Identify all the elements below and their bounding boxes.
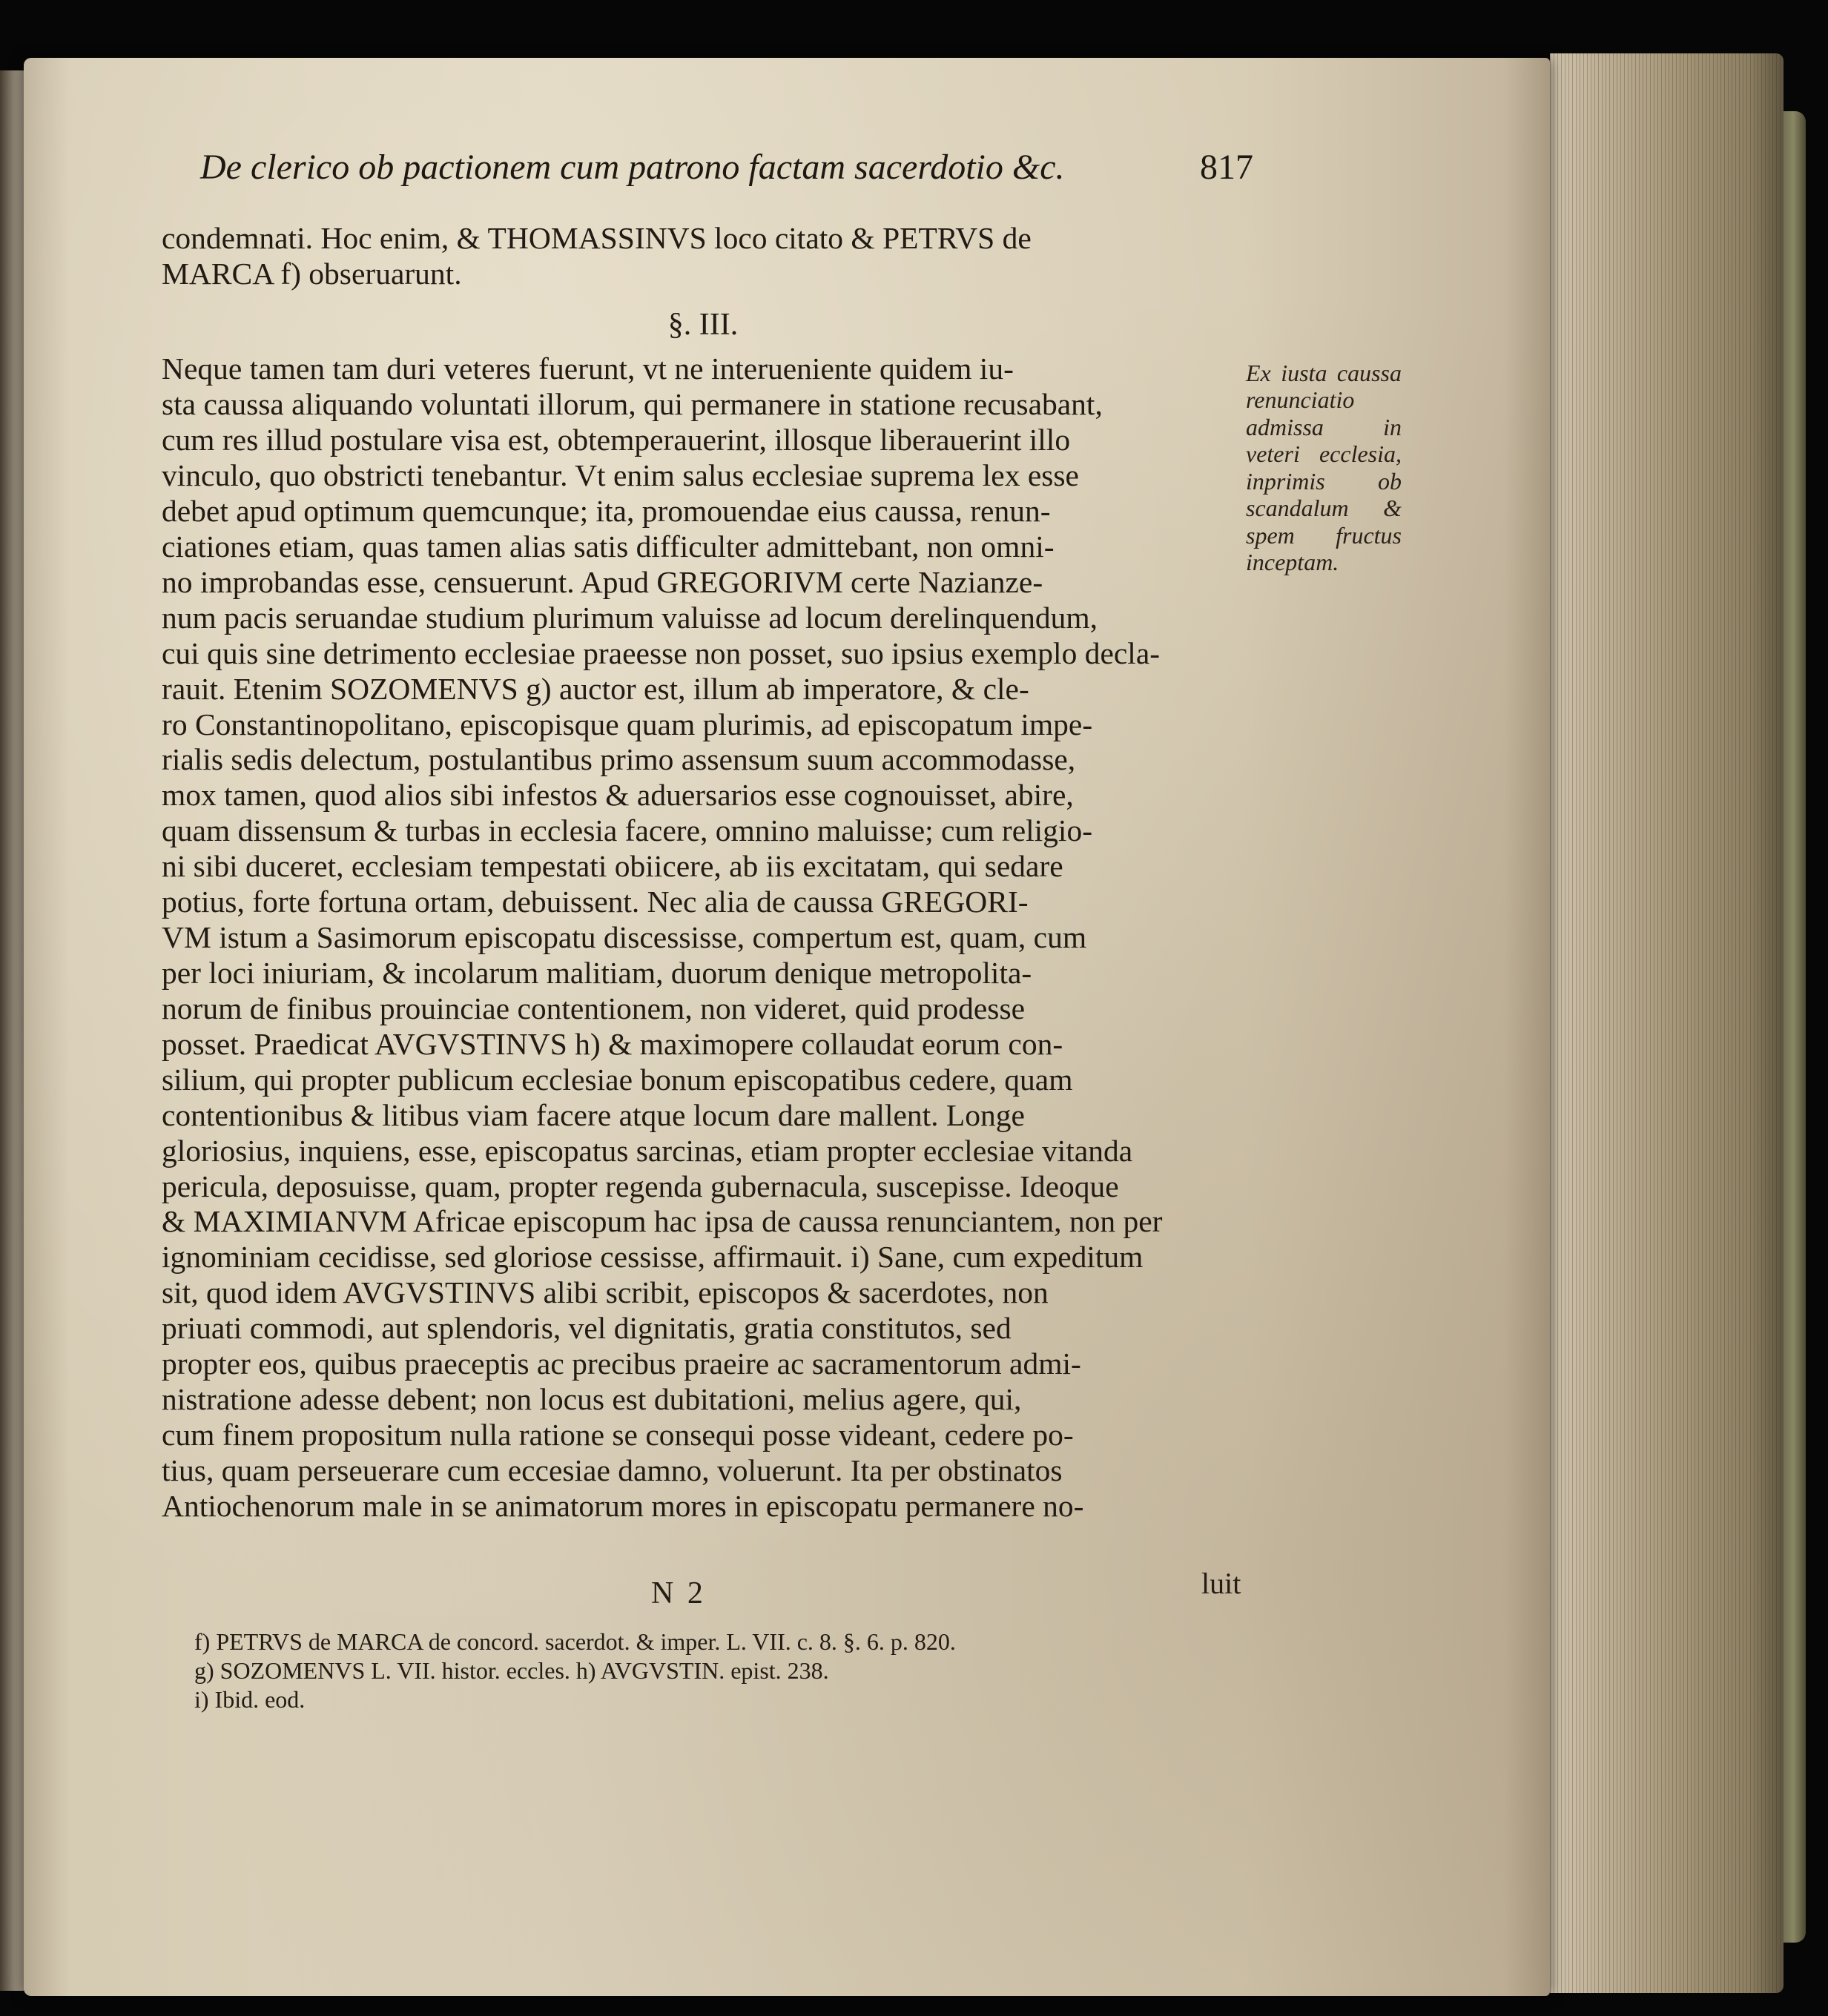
text-line: potius, forte fortuna ortam, debuissent. Nec alia de caussa GREGORI-: [162, 885, 1029, 919]
text-line: posset. Praedicat AVGVSTINVS h) & maximopere collaudat eorum con-: [162, 1026, 1063, 1061]
text-line: VM istum a Sasimorum episcopatu discessisse, compertum est, quam, cum: [162, 920, 1087, 955]
text-line: cum finem propositum nulla ratione se consequi posse videant, cedere po-: [162, 1418, 1074, 1452]
text-line: & MAXIMIANVM Africae episcopum hac ipsa de caussa renunciantem, non per: [162, 1204, 1163, 1239]
page-number: 817: [1200, 148, 1253, 187]
text-line: per loci iniuriam, & incolarum malitiam, duorum denique metropolita-: [162, 956, 1032, 991]
text-line: vinculo, quo obstricti tenebantur. Vt enim salus ecclesiae suprema lex esse: [162, 458, 1079, 493]
footnote: g) SOZOMENVS L. VII. histor. eccles. h) AVGVSTIN. epist. 238.: [194, 1657, 829, 1685]
text-line: cum res illud postulare visa est, obtemperauerint, illosque liberauerint illo: [162, 423, 1071, 457]
text-line: ro Constantinopolitano, episcopisque quam plurimis, ad episcopatum impe-: [162, 707, 1093, 741]
text-line: num pacis seruandae studium plurimum valuisse ad locum derelinquendum,: [162, 600, 1098, 635]
header-title: De clerico ob pactionem cum patrono factam sacerdotio &c.: [200, 148, 1065, 187]
marginal-note: Ex iusta caussa renunciatio admissa in veteri ecclesia, inprimis ob scandalum & spem fructus inceptam.: [1246, 360, 1402, 576]
text-line: sit, quod idem AVGVSTINVS alibi scribit, episcopos & sacerdotes, non: [162, 1275, 1049, 1310]
text-line: condemnati. Hoc enim, & THOMASSINVS loco citato & PETRVS de: [162, 221, 1032, 255]
text-line: tius, quam perseuerare cum eccesiae damno, voluerunt. Ita per obstinatos: [162, 1452, 1063, 1487]
text-line: mox tamen, quod alios sibi infestos & aduersarios esse cognouisset, abire,: [162, 778, 1074, 813]
text-line: rialis sedis delectum, postulantibus primo assensum suum accommodasse,: [162, 742, 1076, 777]
text-line: nistratione adesse debent; non locus est dubitationi, melius agere, qui,: [162, 1382, 1022, 1417]
catchword: luit: [1201, 1567, 1241, 1600]
text-line: Antiochenorum male in se animatorum mores in episcopatu permanere no-: [162, 1488, 1084, 1523]
text-line: propter eos, quibus praeceptis ac precibus praeire ac sacramentorum admi-: [162, 1346, 1081, 1381]
section-heading: §. III.: [667, 307, 739, 342]
footnote: i) Ibid. eod.: [194, 1686, 306, 1713]
text-line: no improbandas esse, censuerunt. Apud GREGORIVM certe Nazianze-: [162, 564, 1043, 599]
text-line: gloriosius, inquiens, esse, episcopatus sarcinas, etiam propter ecclesiae vitanda: [162, 1133, 1133, 1168]
text-line: ni sibi duceret, ecclesiam tempestati obiicere, ab iis excitatam, qui sedare: [162, 849, 1063, 884]
section-paragraph: [162, 351, 1244, 1524]
text-line: priuati commodi, aut splendoris, vel dignitatis, gratia constitutos, sed: [162, 1311, 1012, 1346]
main-text: [162, 221, 1244, 1524]
text-line: MARCA f) obseruarunt.: [162, 256, 462, 291]
text-line: silium, qui propter publicum ecclesiae bonum episcopatibus cedere, quam: [162, 1062, 1073, 1097]
footnotes: [194, 1627, 1247, 1714]
text-line: ignominiam cecidisse, sed gloriose cessisse, affirmauit. i) Sane, cum expeditum: [162, 1240, 1144, 1275]
text-line: quam dissensum & turbas in ecclesia facere, omnino maluisse; cum religio-: [162, 813, 1093, 848]
text-line: cui quis sine detrimento ecclesiae praeesse non posset, suo ipsius exemplo decla-: [162, 635, 1161, 670]
text-line: Neque tamen tam duri veteres fuerunt, vt ne interueniente quidem iu-: [162, 351, 1014, 386]
text-line: norum de finibus prouinciae contentionem, non videret, quid prodesse: [162, 991, 1026, 1025]
text-line: debet apud optimum quemcunque; ita, promouendae eius caussa, renun-: [162, 494, 1051, 529]
text-line: pericula, deposuisse, quam, propter regenda gubernacula, suscepisse. Ideoque: [162, 1169, 1119, 1203]
text-line: rauit. Etenim SOZOMENVS g) auctor est, illum ab imperatore, & cle-: [162, 671, 1029, 706]
text-line: contentionibus & litibus viam facere atque locum dare mallent. Longe: [162, 1097, 1025, 1132]
signature-mark: N 2: [651, 1576, 706, 1610]
text-line: sta caussa aliquando voluntati illorum, qui permanere in statione recusabant,: [162, 387, 1103, 422]
footnote: f) PETRVS de MARCA de concord. sacerdot. & imper. L. VII. c. 8. §. 6. p. 820.: [194, 1628, 956, 1655]
text-line: ciationes etiam, quas tamen alias satis difficulter admittebant, non omni-: [162, 529, 1055, 564]
running-header: [200, 147, 1253, 188]
